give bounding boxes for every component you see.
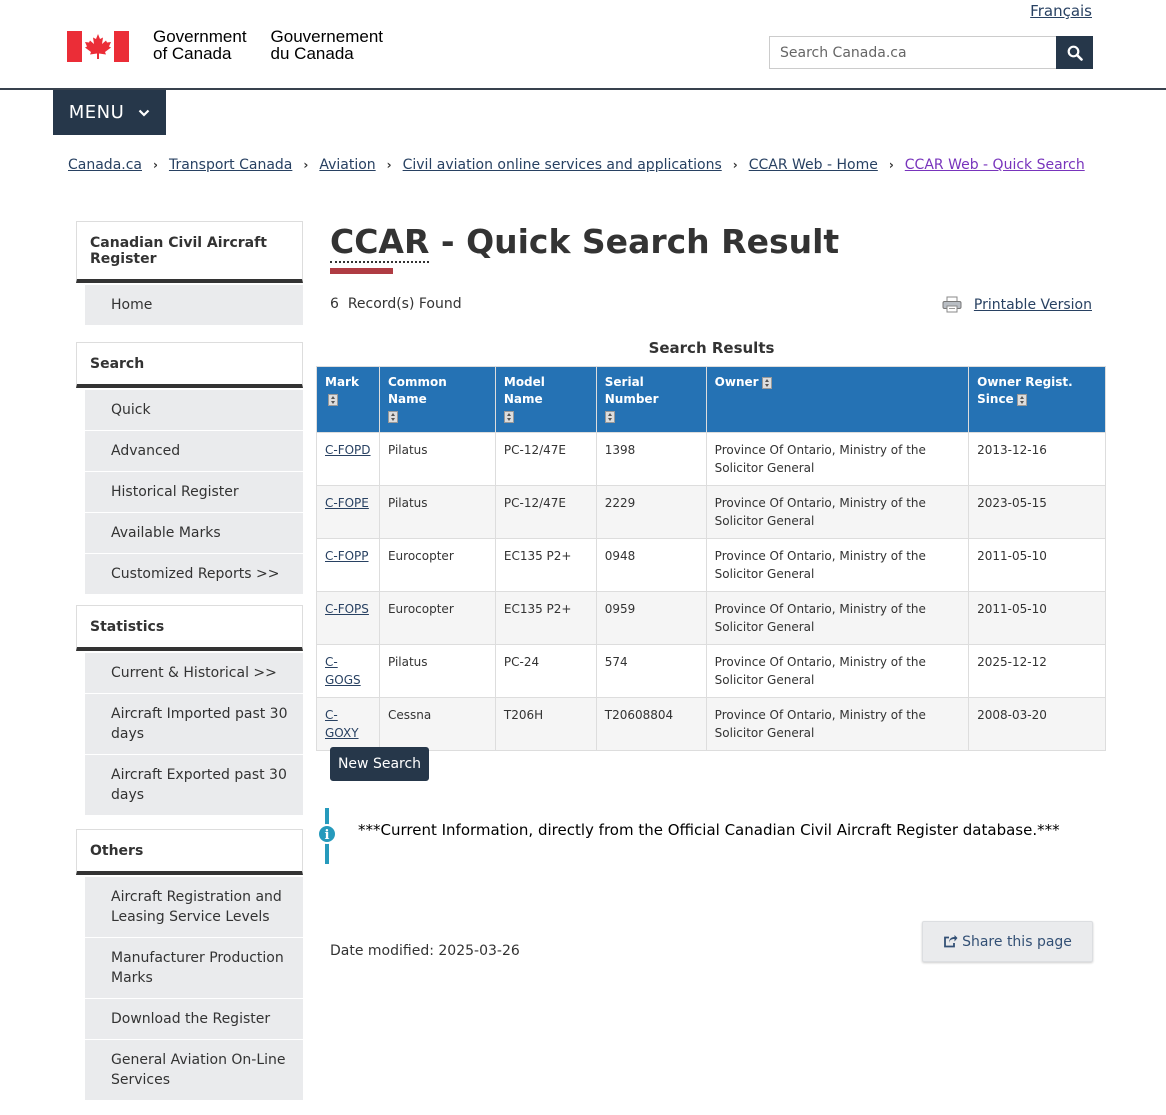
breadcrumb-online-services[interactable]: Civil aviation online services and applications [402, 157, 722, 173]
cell-owner-since: 2025-12-12 [969, 645, 1106, 698]
breadcrumb-aviation[interactable]: Aviation [319, 157, 376, 173]
search-button[interactable] [1056, 36, 1093, 69]
mark-link[interactable]: C-FOPS [325, 602, 369, 616]
records-count: 6 [330, 296, 339, 312]
cell-owner: Province Of Ontario, Ministry of the Solicitor General [706, 486, 968, 539]
cell-serial-number: 574 [596, 645, 706, 698]
header-divider [0, 88, 1166, 90]
breadcrumb-canada[interactable]: Canada.ca [68, 157, 142, 173]
sidenav-item-general-aviation-services[interactable]: General Aviation On-Line Services [85, 1040, 303, 1101]
sidenav-item-available-marks[interactable]: Available Marks [85, 513, 303, 554]
info-message: ***Current Information, directly from the Official Canadian Civil Aircraft Register database.*** [358, 821, 1060, 839]
cell-common-name: Pilatus [379, 433, 495, 486]
records-found [330, 296, 462, 312]
share-icon [943, 935, 958, 948]
cell-serial-number: 2229 [596, 486, 706, 539]
date-modified-value: 2025-03-26 [438, 943, 520, 959]
chevron-right-icon: › [303, 158, 309, 172]
table-caption: Search Results [648, 339, 775, 357]
sidenav-item-manufacturer-production-marks[interactable]: Manufacturer Production Marks [85, 938, 303, 999]
sidenav-item-advanced[interactable]: Advanced [85, 431, 303, 472]
mark-link[interactable]: C-FOPE [325, 496, 369, 510]
menu-button[interactable]: MENU [53, 90, 166, 135]
cell-owner-since: 2013-12-16 [969, 433, 1106, 486]
column-header-common-name[interactable]: Common Name [379, 367, 495, 433]
sidenav-item-quick[interactable]: Quick [85, 390, 303, 431]
column-header-serial-number[interactable]: Serial Number [596, 367, 706, 433]
site-search [769, 36, 1093, 69]
cell-serial-number: 0959 [596, 592, 706, 645]
gov-name-french: Gouvernement du Canada [270, 27, 383, 63]
mark-link[interactable]: C-FOPP [325, 549, 369, 563]
column-header-owner-since[interactable]: Owner Regist. Since [969, 367, 1106, 433]
chevron-right-icon: › [386, 158, 392, 172]
table-row [317, 698, 1106, 751]
gov-name-english: Government of Canada [153, 27, 247, 63]
cell-model-name: T206H [495, 698, 596, 751]
new-search-button[interactable]: New Search [330, 747, 429, 781]
cell-owner: Province Of Ontario, Ministry of the Solicitor General [706, 645, 968, 698]
cell-owner-since: 2023-05-15 [969, 486, 1106, 539]
chevron-right-icon: › [153, 158, 158, 172]
mark-link[interactable]: C-FOPD [325, 443, 371, 457]
cell-common-name: Eurocopter [379, 592, 495, 645]
cell-owner-since: 2011-05-10 [969, 539, 1106, 592]
breadcrumb-transport-canada[interactable]: Transport Canada [168, 157, 293, 173]
sidenav-register-section [76, 221, 303, 326]
ccar-abbreviation: CCAR [330, 222, 430, 261]
printable-version [942, 296, 1092, 313]
sort-icon[interactable] [504, 411, 514, 423]
printable-version-link[interactable]: Printable Version [973, 296, 1092, 313]
table-row [317, 433, 1106, 486]
sidenav-others-section [76, 829, 303, 1101]
info-alert [318, 808, 1108, 864]
page-title: CCAR - Quick Search Result [330, 222, 840, 261]
breadcrumb-ccar-quick-search[interactable]: CCAR Web - Quick Search [904, 157, 1085, 173]
mark-link[interactable]: C-GOXY [325, 708, 359, 740]
sidenav-statistics-heading: Statistics [76, 605, 303, 651]
cell-owner-since: 2008-03-20 [969, 698, 1106, 751]
cell-model-name: PC-12/47E [495, 433, 596, 486]
cell-owner: Province Of Ontario, Ministry of the Solicitor General [706, 433, 968, 486]
language-toggle-link[interactable]: Français [1030, 2, 1092, 20]
cell-model-name: PC-12/47E [495, 486, 596, 539]
cell-common-name: Eurocopter [379, 539, 495, 592]
table-row [317, 592, 1106, 645]
sort-icon[interactable] [1017, 394, 1027, 406]
sort-icon[interactable] [388, 411, 398, 423]
share-page-button[interactable]: Share this page [922, 921, 1093, 962]
sidenav-statistics-section [76, 605, 303, 816]
cell-serial-number: 0948 [596, 539, 706, 592]
breadcrumb-ccar-home[interactable]: CCAR Web - Home [748, 157, 878, 173]
cell-model-name: EC135 P2+ [495, 592, 596, 645]
table-header-row [317, 367, 1106, 433]
sidenav-others-heading: Others [76, 829, 303, 875]
cell-owner: Province Of Ontario, Ministry of the Solicitor General [706, 698, 968, 751]
canada-flag-icon [67, 31, 129, 62]
sidenav-item-registration-service-levels[interactable]: Aircraft Registration and Leasing Service Levels [85, 877, 303, 938]
sidenav-item-current-historical[interactable]: Current & Historical >> [85, 653, 303, 694]
date-modified-label: Date modified: [330, 943, 434, 959]
sort-icon[interactable] [762, 377, 772, 389]
column-header-owner[interactable]: Owner [706, 367, 968, 433]
chevron-down-icon [138, 109, 150, 117]
breadcrumb [68, 157, 1085, 173]
title-accent-bar [330, 268, 393, 274]
date-modified [330, 943, 520, 959]
chevron-right-icon: › [888, 158, 894, 172]
records-label: Record(s) Found [347, 296, 462, 312]
table-row [317, 645, 1106, 698]
sidenav-register-heading: Canadian Civil Aircraft Register [76, 221, 303, 283]
sidenav-item-aircraft-exported[interactable]: Aircraft Exported past 30 days [85, 755, 303, 816]
search-results-table [316, 366, 1106, 751]
gov-canada-signature[interactable] [67, 28, 407, 62]
printer-icon [942, 296, 962, 313]
chevron-right-icon: › [732, 158, 738, 172]
mark-link[interactable]: C-GOGS [325, 655, 361, 687]
sidenav-item-customized-reports[interactable]: Customized Reports >> [85, 554, 303, 595]
sidenav-search-heading: Search [76, 342, 303, 388]
cell-owner: Province Of Ontario, Ministry of the Solicitor General [706, 539, 968, 592]
column-header-model-name[interactable]: Model Name [495, 367, 596, 433]
sort-icon[interactable] [605, 411, 615, 423]
cell-model-name: PC-24 [495, 645, 596, 698]
cell-serial-number: 1398 [596, 433, 706, 486]
cell-model-name: EC135 P2+ [495, 539, 596, 592]
sidenav-item-download-register[interactable]: Download the Register [85, 999, 303, 1040]
search-icon [1067, 45, 1083, 61]
cell-common-name: Cessna [379, 698, 495, 751]
cell-owner-since: 2011-05-10 [969, 592, 1106, 645]
info-icon: i [317, 824, 337, 844]
sidenav-item-home[interactable]: Home [85, 285, 303, 326]
cell-common-name: Pilatus [379, 486, 495, 539]
sidenav-search-section [76, 342, 303, 595]
table-row [317, 486, 1106, 539]
cell-common-name: Pilatus [379, 645, 495, 698]
search-input[interactable] [769, 36, 1056, 69]
table-row [317, 539, 1106, 592]
cell-serial-number: T20608804 [596, 698, 706, 751]
sort-icon[interactable] [328, 394, 338, 406]
sidenav-item-historical-register[interactable]: Historical Register [85, 472, 303, 513]
cell-owner: Province Of Ontario, Ministry of the Solicitor General [706, 592, 968, 645]
column-header-mark[interactable]: Mark [317, 367, 380, 433]
sidenav-item-aircraft-imported[interactable]: Aircraft Imported past 30 days [85, 694, 303, 755]
